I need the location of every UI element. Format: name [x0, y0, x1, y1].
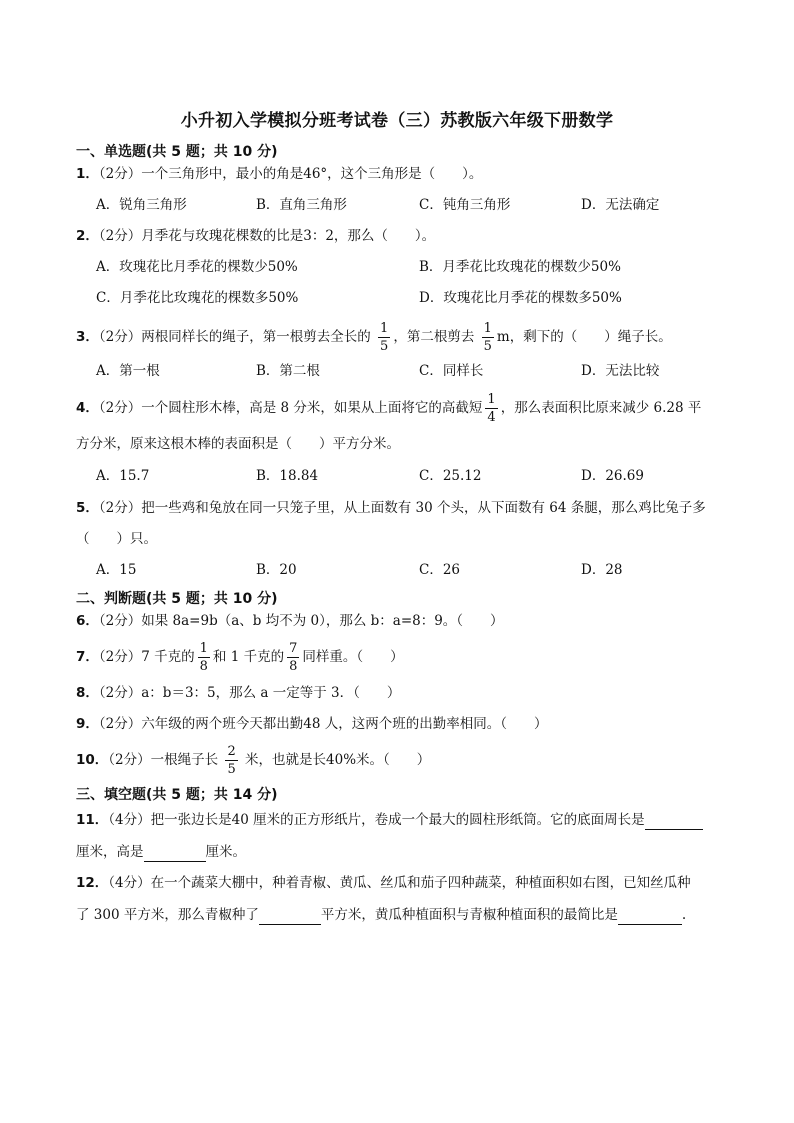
option-a[interactable]: A．15 [96, 562, 137, 578]
question-score: （2分） [98, 400, 142, 416]
question-number: 4 [76, 400, 86, 416]
question-12: 12．（4分）在一个蔬菜大棚中，种着青椒、黄瓜、丝瓜和茄子四种蔬菜，种植面积如右图，已知丝瓜种 [76, 875, 691, 891]
option-d[interactable]: D．玫瑰花比月季花的棵数多50% [419, 290, 622, 306]
question-number: 12 [76, 875, 95, 891]
question-9: 9．（2分）六年级的两个班今天都出勤48 人，这两个班的出勤率相同。（ ） [76, 716, 548, 732]
answer-blank[interactable] [618, 910, 682, 925]
question-7: 7．（2分）7 千克的 $\frac{1}{8}$ 和 1 千克的 $\frac{7}{8}$ 同样重。（ ） [76, 641, 404, 674]
option-d[interactable]: D．26.69 [581, 468, 644, 484]
question-number: 9 [76, 716, 86, 732]
fraction: $\frac{7}{8}$ [289, 641, 298, 674]
question-score: （2分） [98, 685, 142, 701]
question-score: （4分） [108, 812, 151, 828]
option-c[interactable]: C．月季花比玫瑰花的棵数多50% [96, 290, 299, 306]
question-text: 7 千克的 [141, 649, 195, 665]
question-text: 和 1 千克的 [212, 649, 285, 665]
fraction: $\frac{1}{8}$ [199, 641, 208, 674]
option-d[interactable]: D．无法确定 [581, 197, 660, 213]
question-5-continued: （ ）只。 [76, 531, 157, 547]
question-text: m，剩下的（ ）绳子长。 [496, 329, 672, 345]
question-text: a：b＝3：5，那么 a 一定等于 3．（ ） [141, 685, 401, 701]
question-score: （2分） [98, 613, 142, 629]
option-b[interactable]: B．20 [256, 562, 297, 578]
option-b[interactable]: B．直角三角形 [256, 197, 347, 213]
question-8: 8．（2分）a：b＝3：5，那么 a 一定等于 3．（ ） [76, 685, 401, 701]
question-number: 6 [76, 613, 86, 629]
page-title: 小升初入学模拟分班考试卷（三）苏教版六年级下册数学 [180, 111, 614, 131]
question-6: 6．（2分）如果 8a=9b（a、b 均不为 0），那么 b：a=8：9。（ ） [76, 613, 504, 629]
option-c[interactable]: C．25.12 [419, 468, 482, 484]
fraction: $\frac{2}{5}$ [227, 744, 236, 777]
question-score: （2分） [98, 716, 142, 732]
question-text: 把一张边长是40 厘米的正方形纸片，卷成一个最大的圆柱形纸筒。它的底面周长是 [150, 812, 645, 828]
option-b[interactable]: B．月季花比玫瑰花的棵数少50% [419, 259, 621, 275]
question-score: （4分） [108, 875, 151, 891]
section-heading-single-choice: 一、单选题(共 5 题；共 10 分) [76, 144, 278, 160]
question-text: 两根同样长的绳子，第一根剪去全长的 [141, 329, 371, 345]
question-3: 3．（2分）两根同样长的绳子，第一根剪去全长的 $\frac{1}{5}$ ，第二根剪去 $\frac{1}{5}$ m，剩下的（ ）绳子长。 [76, 321, 672, 354]
question-score: （2分） [98, 649, 142, 665]
question-text: 月季花与玫瑰花棵数的比是3：2，那么（ ）。 [141, 228, 436, 244]
option-c[interactable]: C．同样长 [419, 363, 484, 379]
question-score: （2分） [98, 500, 142, 516]
option-a[interactable]: A．玫瑰花比月季花的棵数少50% [96, 259, 298, 275]
option-d[interactable]: D．28 [581, 562, 623, 578]
question-score: （2分） [98, 166, 142, 182]
question-10: 10．（2分）一根绳子长 $\frac{2}{5}$ 米，也就是长40%米。（ ） [76, 744, 431, 777]
option-d[interactable]: D．无法比较 [581, 363, 660, 379]
question-text: 一个圆柱形木棒，高是 8 分米，如果从上面将它的高截短 [141, 400, 483, 416]
question-2: 2．（2分）月季花与玫瑰花棵数的比是3：2，那么（ ）。 [76, 228, 436, 244]
option-a[interactable]: A．15.7 [96, 468, 150, 484]
question-1: 1．（2分）一个三角形中，最小的角是46°，这个三角形是（ ）。 [76, 166, 483, 182]
section-heading-true-false: 二、判断题(共 5 题；共 10 分) [76, 591, 278, 607]
question-number: 11 [76, 812, 95, 828]
question-11: 11．（4分）把一张边长是40 厘米的正方形纸片，卷成一个最大的圆柱形纸筒。它的底面周长是 [76, 810, 703, 830]
option-c[interactable]: C．钝角三角形 [419, 197, 511, 213]
question-text: ，第二根剪去 [393, 329, 475, 345]
question-text: 一个三角形中，最小的角是46°，这个三角形是（ ）。 [141, 166, 483, 182]
answer-blank[interactable] [144, 847, 206, 862]
question-number: 7 [76, 649, 86, 665]
question-number: 1 [76, 166, 86, 182]
question-text: 米，也就是长40%米。（ ） [245, 752, 431, 768]
answer-blank[interactable] [645, 815, 703, 830]
question-text: 一根绳子长 [150, 752, 219, 768]
question-text: 同样重。（ ） [302, 649, 404, 665]
question-text: 在一个蔬菜大棚中，种着青椒、黄瓜、丝瓜和茄子四种蔬菜，种植面积如右图，已知丝瓜种 [150, 875, 691, 891]
section-heading-fill-in: 三、填空题(共 5 题；共 14 分) [76, 787, 278, 803]
question-score: （2分） [98, 228, 142, 244]
question-text: 把一些鸡和兔放在同一只笼子里，从上面数有 30 个头，从下面数有 64 条腿，那么鸡比兔子多 [141, 500, 706, 516]
question-text: 六年级的两个班今天都出勤48 人，这两个班的出勤率相同。（ ） [141, 716, 548, 732]
answer-blank[interactable] [259, 910, 321, 925]
question-number: 8 [76, 685, 86, 701]
question-text: 如果 8a=9b（a、b 均不为 0），那么 b：a=8：9。（ ） [141, 613, 504, 629]
option-a[interactable]: A．锐角三角形 [96, 197, 187, 213]
question-number: 10 [76, 752, 95, 768]
question-text: ，那么表面积比原来减少 6.28 平 [500, 400, 702, 416]
option-c[interactable]: C．26 [419, 562, 461, 578]
fraction: $\frac{1}{5}$ [380, 321, 389, 354]
fraction: $\frac{1}{5}$ [483, 321, 492, 354]
question-11-continued: 厘米，高是 厘米。 [76, 844, 246, 860]
question-5: 5．（2分）把一些鸡和兔放在同一只笼子里，从上面数有 30 个头，从下面数有 64 条腿，那么鸡比兔子多 [76, 500, 706, 516]
option-b[interactable]: B．第二根 [256, 363, 320, 379]
question-score: （2分） [98, 329, 142, 345]
question-12-continued: 了 300 平方米，那么青椒种了 平方米，黄瓜种植面积与青椒种植面积的最简比是 . [76, 907, 687, 923]
question-number: 5 [76, 500, 86, 516]
option-b[interactable]: B．18.84 [256, 468, 319, 484]
question-4-continued: 方分米，原来这根木棒的表面积是（ ）平方分米。 [76, 436, 400, 452]
question-number: 3 [76, 329, 86, 345]
question-number: 2 [76, 228, 86, 244]
question-4: 4．（2分）一个圆柱形木棒，高是 8 分米，如果从上面将它的高截短 $\frac{1}{4}$ ，那么表面积比原来减少 6.28 平 [76, 392, 702, 425]
fraction: $\frac{1}{4}$ [487, 392, 496, 425]
question-score: （2分） [108, 752, 151, 768]
option-a[interactable]: A．第一根 [96, 363, 160, 379]
